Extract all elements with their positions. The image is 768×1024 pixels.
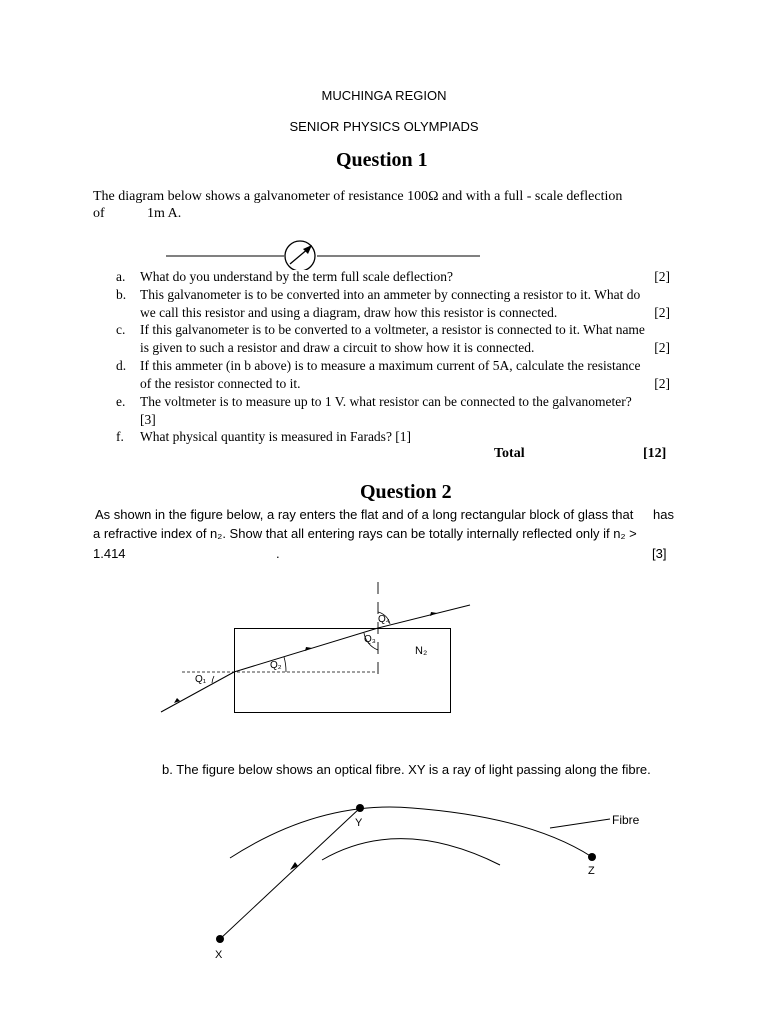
fibre-pointer-line [550,819,610,828]
q1-intro-line1: The diagram below shows a galvanometer of resistance 100Ω and with a full - scale deflection [93,189,623,204]
label-q1: Q₁ [195,674,207,685]
fibre-outer-wall [230,807,592,858]
event-heading: SENIOR PHYSICS OLYMPIADS [289,119,479,134]
label-q2: Q₂ [270,660,282,671]
glass-block [235,629,451,713]
q1-intro-of: of [93,206,105,221]
region-heading: MUCHINGA REGION [321,88,447,103]
q1-item-f: f. What physical quantity is measured in Farads? [1] [116,429,412,444]
q1-item-c: c. If this galvanometer is to be converted to a voltmeter, a resistor is connected to it. What name is given to such a resistor and draw a circuit to show how it is connected. [2] [116,322,670,355]
label-n2: N₂ [415,645,428,657]
angle-q2-arc [284,657,286,672]
question-2-title: Question 2 [360,481,452,503]
label-q4: Q₄ [378,614,390,625]
ray-xy-arrow [290,862,298,870]
emergent-ray [378,605,470,628]
q2-para-line1-end: has [653,507,674,522]
label-fibre: Fibre [612,813,640,827]
q2-period: . [276,546,280,561]
q1-item-e: e. The voltmeter is to measure up to 1 V. what resistor can be connected to the galvanometer? [3] [116,394,632,427]
q1-item-b: b. This galvanometer is to be converted into an ammeter by connecting a resistor to it. What do we call this resistor and using a diagram, draw how this resistor is connected. [2] [116,287,670,320]
label-q3: Q₃ [364,634,376,645]
label-z: Z [588,865,595,877]
q2-marks: [3] [652,546,667,561]
q2-threshold-value: 1.414 [93,546,126,561]
glass-block-figure [150,570,480,720]
label-y: Y [355,817,363,829]
q1-intro-current: 1m A. [147,206,182,221]
q1-item-d: d. If this ammeter (in b above) is to measure a maximum current of 5A, calculate the resistance of the resistor connected to it. [2] [116,358,670,391]
fibre-inner-wall [322,839,500,865]
label-x: X [215,949,223,961]
q2-para-line1: As shown in the figure below, a ray enters the flat and of a long rectangular block of glass that [95,507,634,522]
point-x [216,935,224,943]
q1-item-a: a. What do you understand by the term full scale deflection? [2] [116,269,670,284]
galvanometer-diagram [160,240,490,270]
optical-fibre-figure [200,795,660,965]
point-y [356,804,364,812]
ray-xy [220,808,360,939]
angle-q1-arc [212,676,214,683]
question-1-title: Question 1 [336,149,428,171]
q2-part-b: b. The figure below shows an optical fibre. XY is a ray of light passing along the fibre. [162,762,651,777]
point-z [588,853,596,861]
q2-para-line2: a refractive index of n₂. Show that all entering rays can be totally internally reflected only if n₂ > [93,526,637,541]
q1-total-marks: [12] [643,446,667,461]
q1-total-label: Total [494,446,525,461]
